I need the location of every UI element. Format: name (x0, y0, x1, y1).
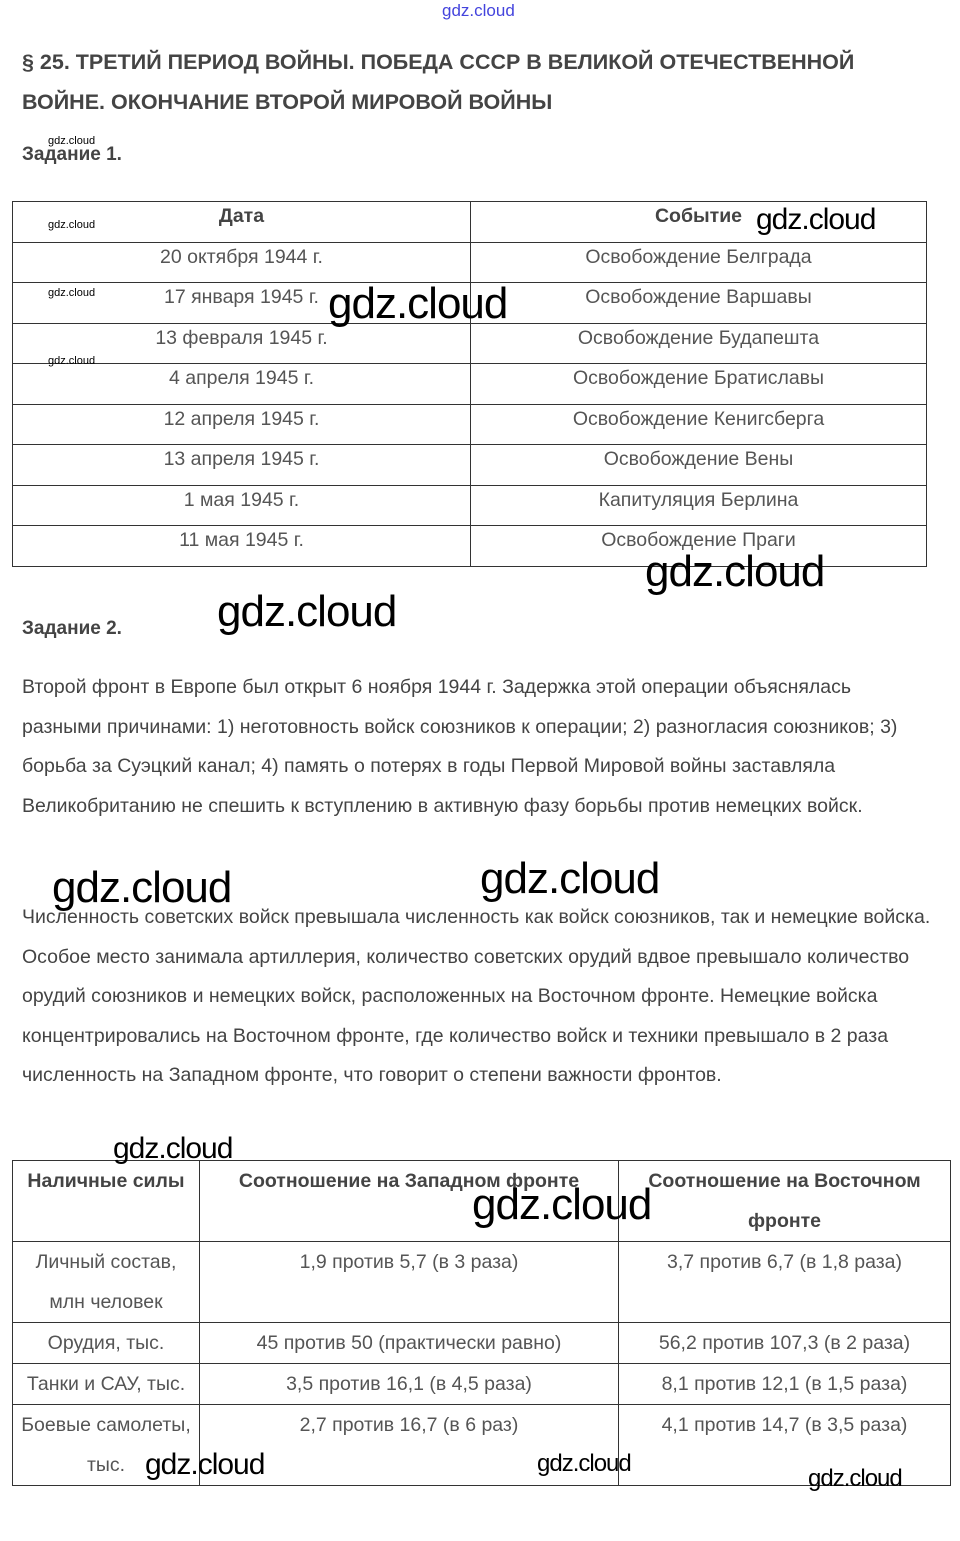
forces-cell: Боевые самолеты, тыс. (13, 1405, 200, 1486)
header-west: Соотношение на Западном фронте (200, 1161, 619, 1242)
event-cell: Освобождение Праги (471, 526, 927, 567)
watermark: gdz.cloud (756, 203, 876, 236)
table-row (13, 323, 927, 364)
west-cell: 3,5 против 16,1 (в 4,5 раза) (200, 1364, 619, 1405)
event-cell: Освобождение Будапешта (471, 323, 927, 364)
table-row (13, 242, 927, 283)
date-cell: 11 мая 1945 г. (13, 526, 471, 567)
date-cell: 4 апреля 1945 г. (13, 364, 471, 405)
paragraph-1: Второй фронт в Европе был открыт 6 ноября 1944 г. Задержка этой операции объяснялась разными причинами: 1) неготовность войск союзников к операции; 2) разногласия союзников; 3) борьба за Суэцкий канал; 4) память о потерях в годы Первой Мировой войны заставляла Великобританию не спешить к вступлению в активную фазу борьбы против немецких войск. (22, 676, 898, 817)
task2-label: Задание 2. (22, 618, 122, 639)
watermark: gdz.cloud (645, 547, 825, 596)
table-row (13, 1364, 951, 1405)
table-row (13, 485, 927, 526)
east-cell: 8,1 против 12,1 (в 1,5 раза) (619, 1364, 951, 1405)
event-cell: Освобождение Варшавы (471, 283, 927, 324)
watermark: gdz.cloud (442, 1, 515, 20)
watermark: gdz.cloud (145, 1448, 265, 1481)
events-table (12, 201, 927, 567)
east-cell: 3,7 против 6,7 (в 1,8 раза) (619, 1242, 951, 1323)
event-cell: Освобождение Вены (471, 445, 927, 486)
date-cell: 1 мая 1945 г. (13, 485, 471, 526)
watermark: gdz.cloud (48, 135, 96, 147)
event-cell: Капитуляция Берлина (471, 485, 927, 526)
date-cell: 17 января 1945 г. (13, 283, 471, 324)
forces-cell: Танки и САУ, тыс. (13, 1364, 200, 1405)
table-row (13, 1323, 951, 1364)
east-cell: 56,2 против 107,3 (в 2 раза) (619, 1323, 951, 1364)
date-cell: 13 февраля 1945 г. (13, 323, 471, 364)
table-row (13, 1242, 951, 1323)
event-cell: Освобождение Белграда (471, 242, 927, 283)
event-cell: Освобождение Кенигсберга (471, 404, 927, 445)
watermark: gdz.cloud (472, 1180, 652, 1229)
west-cell: 45 против 50 (практически равно) (200, 1323, 619, 1364)
header-date: Дата (13, 202, 471, 243)
west-cell: 2,7 против 16,7 (в 6 раз) (200, 1405, 619, 1486)
watermark: gdz.cloud (328, 279, 508, 328)
watermark: gdz.cloud (217, 587, 397, 636)
forces-cell: Личный состав, млн человек (13, 1242, 200, 1323)
watermark: gdz.cloud (52, 863, 232, 912)
task1-label: Задание 1. (22, 144, 122, 165)
header-event: Событие (471, 202, 927, 243)
watermark: gdz.cloud (537, 1450, 631, 1477)
watermark: gdz.cloud (48, 219, 96, 231)
watermark: gdz.cloud (808, 1465, 902, 1492)
table-row (13, 404, 927, 445)
table-row (13, 445, 927, 486)
paragraph-2: Численность советских войск превышала численность как войск союзников, так и немецкие войска. Особое место занимала артиллерия, количество советских орудий вдвое превышало количество орудий союзников и немецких войск, расположенных на Восточном фронте. Немецкие войска концентрировались на Восточном фронте, где количество войск и техники превышало в 2 раза численность на Западном фронте, что говорит о степени важности фронтов. (22, 906, 931, 1086)
event-cell: Освобождение Братиславы (471, 364, 927, 405)
east-cell: 4,1 против 14,7 (в 3,5 раза) (619, 1405, 951, 1486)
header-east: Соотношение на Восточном фронте (619, 1161, 951, 1242)
page-title: § 25. ТРЕТИЙ ПЕРИОД ВОЙНЫ. ПОБЕДА СССР В ВЕЛИКОЙ ОТЕЧЕСТВЕННОЙ ВОЙНЕ. ОКОНЧАНИЕ ВТОРОЙ МИРОВОЙ ВОЙНЫ (22, 50, 855, 114)
west-cell: 1,9 против 5,7 (в 3 раза) (200, 1242, 619, 1323)
watermark: gdz.cloud (48, 355, 96, 367)
table-row (13, 364, 927, 405)
forces-cell: Орудия, тыс. (13, 1323, 200, 1364)
watermark: gdz.cloud (480, 854, 660, 903)
header-forces: Наличные силы (13, 1161, 200, 1242)
date-cell: 12 апреля 1945 г. (13, 404, 471, 445)
watermark: gdz.cloud (113, 1132, 233, 1165)
date-cell: 13 апреля 1945 г. (13, 445, 471, 486)
date-cell: 20 октября 1944 г. (13, 242, 471, 283)
watermark: gdz.cloud (48, 287, 96, 299)
